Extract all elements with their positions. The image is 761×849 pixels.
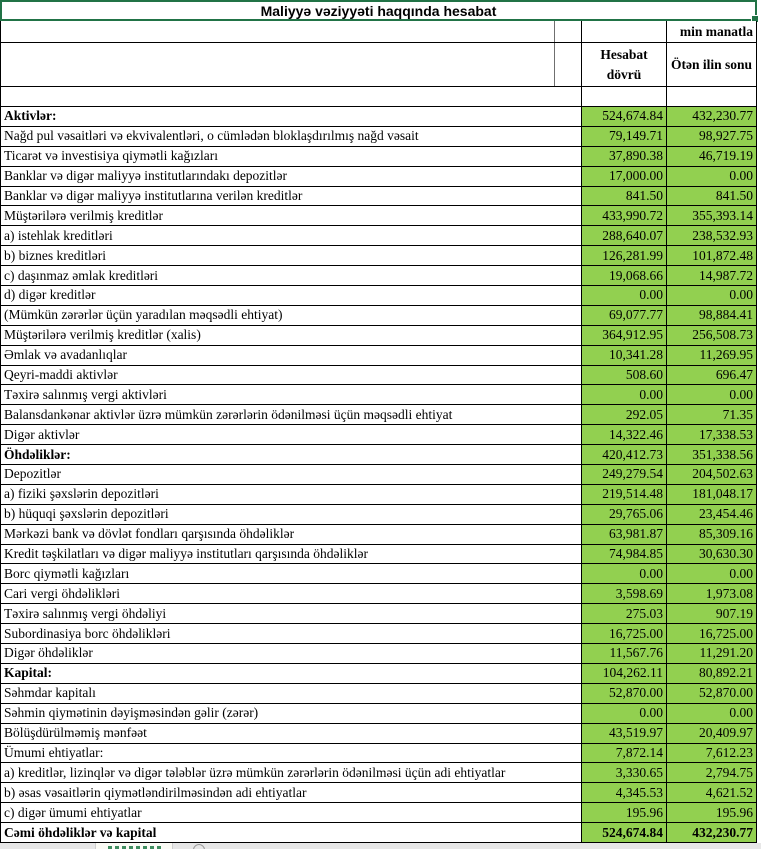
row-label-cell[interactable]: Cari vergi öhdəlikləri xyxy=(4,585,120,601)
table-row xyxy=(1,266,756,286)
value-cell-current-period[interactable]: 11,567.76 xyxy=(581,644,666,663)
table-row xyxy=(1,147,756,167)
value-cell-current-period[interactable]: 0.00 xyxy=(581,385,666,404)
value-cell-previous-year[interactable]: 11,269.95 xyxy=(666,346,756,365)
table-row xyxy=(1,346,756,366)
value-cell-current-period[interactable]: 219,514.48 xyxy=(581,485,666,504)
table-row xyxy=(1,803,756,823)
value-cell-previous-year[interactable]: 98,884.41 xyxy=(666,306,756,325)
value-cell-current-period[interactable]: 433,990.72 xyxy=(581,206,666,225)
value-cell-previous-year[interactable]: 11,291.20 xyxy=(666,644,756,663)
value-cell-current-period[interactable]: 126,281.99 xyxy=(581,246,666,265)
value-cell-previous-year[interactable]: 432,230.77 xyxy=(666,823,756,842)
table-row xyxy=(1,206,756,226)
row-label-cell[interactable]: Səhmin qiymətinin dəyişməsindən gəlir (zərər) xyxy=(4,705,259,721)
value-cell-previous-year[interactable]: 181,048.17 xyxy=(666,485,756,504)
value-cell-previous-year[interactable]: 355,393.14 xyxy=(666,206,756,225)
value-cell-previous-year[interactable]: 30,630.30 xyxy=(666,545,756,564)
empty-cell[interactable] xyxy=(581,21,666,42)
value-cell-previous-year[interactable]: 17,338.53 xyxy=(666,425,756,444)
value-cell-current-period[interactable]: 69,077.77 xyxy=(581,306,666,325)
active-sheet-tab[interactable] xyxy=(95,843,173,849)
table-row xyxy=(1,545,756,565)
value-cell-previous-year[interactable]: 0.00 xyxy=(666,167,756,186)
value-cell-current-period[interactable]: 63,981.87 xyxy=(581,525,666,544)
column-header-previous-year[interactable]: Ötən ilin sonu xyxy=(666,43,756,86)
table-row xyxy=(1,326,756,346)
table-row xyxy=(1,644,756,664)
table-row xyxy=(1,525,756,545)
row-label-cell[interactable]: Təxirə salınmış vergi öhdəliyi xyxy=(4,605,167,621)
table-row xyxy=(1,664,756,684)
row-label-cell[interactable]: a) fiziki şəxslərin depozitləri xyxy=(4,486,159,502)
value-cell-current-period[interactable]: 10,341.28 xyxy=(581,346,666,365)
row-label-cell[interactable]: Banklar və digər maliyyə institutlarına verilən kreditlər xyxy=(4,188,303,203)
value-cell-current-period[interactable]: 288,640.07 xyxy=(581,226,666,245)
row-label-cell[interactable]: Müştərilərə verilmiş kreditlər xyxy=(4,207,163,223)
value-cell-previous-year[interactable]: 4,621.52 xyxy=(666,783,756,802)
table-row xyxy=(1,604,756,624)
row-label-cell[interactable]: Müştərilərə verilmiş kreditlər (xalis) xyxy=(4,327,201,343)
value-cell-previous-year[interactable]: 238,532.93 xyxy=(666,226,756,245)
row-label-cell[interactable]: b) əsas vəsaitlərin qiymətləndirilməsindən adi ehtiyatlar xyxy=(4,784,307,800)
value-cell-current-period[interactable]: 420,412.73 xyxy=(581,445,666,464)
table-row xyxy=(1,306,756,326)
row-label-cell[interactable]: Nağd pul vəsaitləri və ekvivalentləri, o cümlədən bloklaşdırılmış nağd vəsait xyxy=(4,128,419,144)
row-label-cell[interactable]: (Mümkün zərərlər üçün yaradılan məqsədli ehtiyat) xyxy=(4,307,283,323)
value-cell-previous-year[interactable]: 20,409.97 xyxy=(666,724,756,743)
table-row xyxy=(1,167,756,187)
value-cell-current-period[interactable]: 275.03 xyxy=(581,604,666,623)
gridline xyxy=(554,43,555,86)
row-label-cell[interactable]: b) hüquqi şəxslərin depozitləri xyxy=(4,506,169,522)
value-cell-previous-year[interactable]: 0.00 xyxy=(666,385,756,404)
value-cell-current-period[interactable]: 0.00 xyxy=(581,286,666,305)
value-cell-previous-year[interactable]: 0.00 xyxy=(666,564,756,583)
value-cell-current-period[interactable]: 79,149.71 xyxy=(581,127,666,146)
report-title: Maliyyə vəziyyəti haqqında hesabat xyxy=(260,2,497,19)
value-cell-previous-year[interactable]: 841.50 xyxy=(666,187,756,206)
row-label-cell[interactable]: Təxirə salınmış vergi aktivləri xyxy=(4,386,167,402)
row-label-cell[interactable]: Kredit təşkilatları və digər maliyyə institutları qarşısında öhdəliklər xyxy=(4,546,369,562)
value-cell-previous-year[interactable]: 1,973.08 xyxy=(666,584,756,603)
value-cell-current-period[interactable]: 841.50 xyxy=(581,187,666,206)
row-label-cell[interactable]: Subordinasiya borc öhdəlikləri xyxy=(4,625,171,641)
value-cell-current-period[interactable]: 43,519.97 xyxy=(581,724,666,743)
value-cell-current-period[interactable]: 195.96 xyxy=(581,803,666,822)
row-label-cell[interactable]: Borc qiymətli kağızları xyxy=(4,565,130,581)
table-row xyxy=(1,564,756,584)
table-row xyxy=(1,246,756,266)
row-label-cell[interactable]: Bölüşdürülməmiş mənfəət xyxy=(4,725,147,741)
value-cell-current-period[interactable]: 37,890.38 xyxy=(581,147,666,166)
new-sheet-button[interactable] xyxy=(193,844,205,849)
row-label-cell[interactable]: d) digər kreditlər xyxy=(4,287,96,303)
empty-cell[interactable] xyxy=(581,87,666,106)
report-table xyxy=(0,21,757,843)
value-cell-current-period[interactable]: 3,330.65 xyxy=(581,763,666,782)
row-label-cell[interactable]: a) istehlak kreditləri xyxy=(4,227,113,243)
table-row xyxy=(1,724,756,744)
value-cell-previous-year[interactable]: 23,454.46 xyxy=(666,505,756,524)
row-label-cell[interactable]: Digər öhdəliklər xyxy=(4,645,93,661)
row-label-cell[interactable]: b) biznes kreditləri xyxy=(4,247,106,263)
row-label-cell[interactable]: Səhmdar kapitalı xyxy=(4,685,96,701)
row-label-cell[interactable]: Depozitlər xyxy=(4,466,61,482)
value-cell-previous-year[interactable]: 80,892.21 xyxy=(666,664,756,683)
value-cell-current-period[interactable]: 364,912.95 xyxy=(581,326,666,345)
row-label-cell[interactable]: Banklar və digər maliyyə institutlarındakı depozitlər xyxy=(4,168,288,184)
table-row xyxy=(1,704,756,724)
row-label-cell[interactable]: a) kreditlər, lizinqlər və digər tələblər üzrə mümkün zərərlərin ödənilməsi üçün adi ehtiyatlar xyxy=(4,764,506,780)
empty-cell[interactable] xyxy=(1,87,581,106)
table-row xyxy=(1,127,756,147)
value-cell-previous-year[interactable]: 46,719.19 xyxy=(666,147,756,166)
table-row xyxy=(1,187,756,207)
row-label-cell[interactable]: c) digər ümumi ehtiyatlar xyxy=(4,804,142,820)
row-label-cell[interactable]: Balansdankənar aktivlər üzrə mümkün zərərlərin ödənilməsi üçün məqsədli ehtiyat xyxy=(4,406,453,422)
value-cell-current-period[interactable]: 17,000.00 xyxy=(581,167,666,186)
table-row xyxy=(1,366,756,386)
value-cell-current-period[interactable]: 292.05 xyxy=(581,405,666,424)
value-cell-previous-year[interactable]: 432,230.77 xyxy=(666,107,756,126)
value-cell-previous-year[interactable]: 98,927.75 xyxy=(666,127,756,146)
table-row xyxy=(1,107,756,127)
table-row xyxy=(1,445,756,465)
value-cell-current-period[interactable]: 52,870.00 xyxy=(581,684,666,703)
value-cell-current-period[interactable]: 508.60 xyxy=(581,366,666,385)
gridline xyxy=(554,21,555,42)
row-label-cell[interactable]: Digər aktivlər xyxy=(4,426,80,442)
row-label-cell[interactable]: Əmlak və avadanlıqlar xyxy=(4,347,127,363)
empty-cell[interactable] xyxy=(666,87,756,106)
table-row xyxy=(1,286,756,306)
value-cell-previous-year[interactable]: 195.96 xyxy=(666,803,756,822)
column-header-current-period[interactable]: Hesabat dövrü xyxy=(581,43,666,86)
table-body xyxy=(1,107,756,843)
value-cell-previous-year[interactable]: 52,870.00 xyxy=(666,684,756,703)
value-cell-current-period[interactable]: 0.00 xyxy=(581,704,666,723)
table-row xyxy=(1,226,756,246)
value-cell-previous-year[interactable]: 0.00 xyxy=(666,286,756,305)
value-cell-previous-year[interactable]: 16,725.00 xyxy=(666,624,756,643)
value-cell-previous-year[interactable]: 0.00 xyxy=(666,704,756,723)
sheet-tab-bar xyxy=(0,843,761,849)
table-row xyxy=(1,684,756,704)
value-cell-current-period[interactable]: 16,725.00 xyxy=(581,624,666,643)
value-cell-current-period[interactable]: 7,872.14 xyxy=(581,744,666,763)
row-label-cell[interactable]: Aktivlər: xyxy=(4,108,57,124)
value-cell-previous-year[interactable]: 204,502.63 xyxy=(666,465,756,484)
table-row xyxy=(1,763,756,783)
table-row xyxy=(1,783,756,803)
value-cell-previous-year[interactable]: 2,794.75 xyxy=(666,763,756,782)
table-row xyxy=(1,405,756,425)
value-cell-current-period[interactable]: 74,984.85 xyxy=(581,545,666,564)
value-cell-current-period[interactable]: 29,765.06 xyxy=(581,505,666,524)
value-cell-current-period[interactable]: 104,262.11 xyxy=(581,664,666,683)
value-cell-previous-year[interactable]: 85,309.16 xyxy=(666,525,756,544)
row-label-cell[interactable]: Ticarət və investisiya qiymətli kağızları xyxy=(4,148,218,164)
value-cell-current-period[interactable]: 19,068.66 xyxy=(581,266,666,285)
row-label-cell[interactable]: Kapital: xyxy=(4,665,53,681)
table-row xyxy=(1,505,756,525)
value-cell-current-period[interactable]: 249,279.54 xyxy=(581,465,666,484)
table-row xyxy=(1,584,756,604)
table-row xyxy=(1,823,756,843)
report-title-cell[interactable] xyxy=(0,0,757,21)
table-row xyxy=(1,624,756,644)
table-row xyxy=(1,744,756,764)
row-label-cell[interactable]: Mərkəzi bank və dövlət fondları qarşısında öhdəliklər xyxy=(4,526,295,542)
empty-cell[interactable] xyxy=(1,43,581,86)
table-row xyxy=(1,385,756,405)
value-cell-previous-year[interactable]: 14,987.72 xyxy=(666,266,756,285)
value-cell-current-period[interactable]: 4,345.53 xyxy=(581,783,666,802)
value-cell-previous-year[interactable]: 71.35 xyxy=(666,405,756,424)
value-cell-previous-year[interactable]: 101,872.48 xyxy=(666,246,756,265)
value-cell-previous-year[interactable]: 696.47 xyxy=(666,366,756,385)
value-cell-current-period[interactable]: 3,598.69 xyxy=(581,584,666,603)
value-cell-current-period[interactable]: 524,674.84 xyxy=(581,107,666,126)
value-cell-previous-year[interactable]: 7,612.23 xyxy=(666,744,756,763)
row-label-cell[interactable]: Qeyri-maddi aktivlər xyxy=(4,367,118,383)
row-label-cell[interactable]: Öhdəliklər: xyxy=(4,446,71,462)
table-row xyxy=(1,485,756,505)
table-row xyxy=(1,425,756,445)
unit-note-row xyxy=(1,21,756,43)
row-label-cell[interactable]: Cəmi öhdəliklər və kapital xyxy=(4,824,157,840)
table-row xyxy=(1,465,756,485)
spacer-row xyxy=(1,87,756,107)
value-cell-previous-year[interactable]: 907.19 xyxy=(666,604,756,623)
value-cell-previous-year[interactable]: 256,508.73 xyxy=(666,326,756,345)
row-label-cell[interactable]: Ümumi ehtiyatlar: xyxy=(4,744,104,760)
unit-note-cell[interactable]: min manatla xyxy=(666,21,756,42)
value-cell-previous-year[interactable]: 351,338.56 xyxy=(666,445,756,464)
value-cell-current-period[interactable]: 14,322.46 xyxy=(581,425,666,444)
column-header-row xyxy=(1,43,756,87)
value-cell-current-period[interactable]: 0.00 xyxy=(581,564,666,583)
row-label-cell[interactable]: c) daşınmaz əmlak kreditləri xyxy=(4,267,159,283)
value-cell-current-period[interactable]: 524,674.84 xyxy=(581,823,666,842)
empty-cell[interactable] xyxy=(1,21,581,42)
